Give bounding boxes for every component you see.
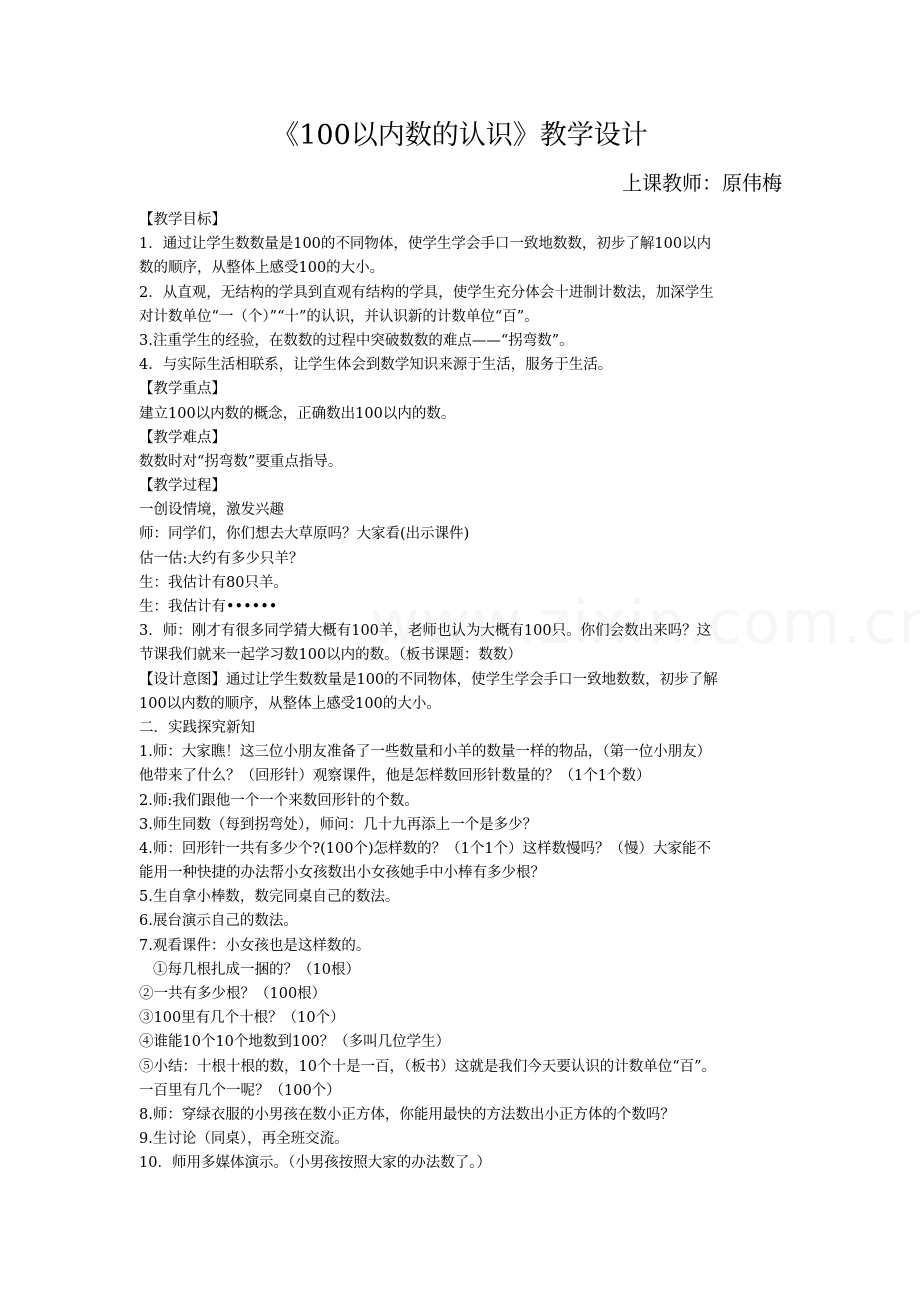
text-line: 1.师：大家瞧！这三位小朋友准备了一些数量和小羊的数量一样的物品，（第一位小朋友） [139,744,712,761]
text-line: 1．通过让学生数数量是100的不同物体，使学生学会手口一致地数数，初步了解100以内 [139,236,712,253]
text-line: 4.师：回形针一共有多少个?(100个)怎样数的？（1个1个）这样数慢吗？（慢）大家能不 [139,840,712,857]
text-line: ⑤小结：十根十根的数，10个十是一百，（板书）这就是我们今天要认识的计数单位“百”。 [139,1058,717,1075]
text-line: 7.观看课件：小女孩也是这样数的。 [139,937,371,954]
text-line: 估一估:大约有多少只羊？ [139,550,304,567]
text-line: 【设计意图】通过让学生数数量是100的不同物体，使学生学会手口一致地数数，初步了解 [139,671,718,688]
text-line: 2．从直观，无结构的学具到直观有结构的学具，使学生充分体会十进制计数法，加深学生 [139,284,714,301]
text-line: 5.生自拿小棒数，数完同桌自己的数法。 [139,889,400,906]
text-line: 100以内数的顺序，从整体上感受100的大小。 [139,695,441,712]
text-line: 一创设情境，激发兴趣 [139,502,284,519]
text-line: 3．师：刚才有很多同学猜大概有100羊，老师也认为大概有100只。你们会数出来吗？这 [139,623,712,640]
text-line: 3.注重学生的经验，在数数的过程中突破数数的难点——“拐弯数”。 [139,332,574,349]
text-line: 【教学难点】 [139,429,226,446]
text-line: 对计数单位“一（个）”“十”的认识，并认识新的计数单位“百”。 [139,308,539,325]
text-line: 生：我估计有80只羊。 [139,574,288,591]
text-line: 一百里有几个一呢？（100个） [139,1082,341,1099]
document-title: 《100以内数的认识》教学设计 [272,120,648,151]
text-line: 10．师用多媒体演示。（小男孩按照大家的办法数了。） [139,1155,491,1172]
text-line: 数的顺序，从整体上感受100的大小。 [139,260,385,277]
teacher-name: 上课教师：原伟梅 [622,171,782,195]
text-line: 9.生讨论（同桌），再全班交流。 [139,1131,349,1148]
text-line: 8.师：穿绿衣服的小男孩在数小正方体，你能用最快的方法数出小正方体的个数吗？ [139,1106,675,1123]
text-line: 【教学过程】 [139,478,226,495]
text-line: 2.师:我们跟他一个一个来数回形针的个数。 [139,792,419,809]
text-line: 节课我们就来一起学习数100以内的数。（板书课题：数数） [139,647,522,664]
text-line: 数数时对“拐弯数”要重点指导。 [139,453,343,470]
text-line: 6.展台演示自己的数法。 [139,913,298,930]
text-line: ③100里有几个十根？（10个） [139,1010,345,1027]
text-line: 【教学重点】 [139,381,226,398]
text-line: 3.师生同数（每到拐弯处），师问：几十九再添上一个是多少？ [139,816,538,833]
text-line: 生：我估计有•••••• [139,599,278,615]
text-line: 建立100以内数的概念，正确数出100以内的数。 [139,405,456,422]
text-line: 4．与实际生活相联系，让学生体会到数学知识来源于生活，服务于生活。 [139,357,613,374]
text-line: 能用一种快捷的办法帮小女孩数出小女孩她手中小棒有多少根？ [139,865,545,882]
text-line: 二．实践探究新知 [139,719,255,736]
document-body [139,208,784,1176]
text-line: ②一共有多少根？（100根） [139,986,327,1002]
text-line: ④谁能10个10个地数到100？（多叫几位学生） [139,1034,451,1051]
text-line: 【教学目标】 [139,212,226,228]
text-line: 师：同学们，你们想去大草原吗？大家看(出示课件) [139,526,470,543]
text-line: 他带来了什么？（回形针）观察课件，他是怎样数回形针数量的？（1个1个数） [139,768,651,785]
text-line: ①每几根扎成一捆的？（10根） [153,961,360,978]
